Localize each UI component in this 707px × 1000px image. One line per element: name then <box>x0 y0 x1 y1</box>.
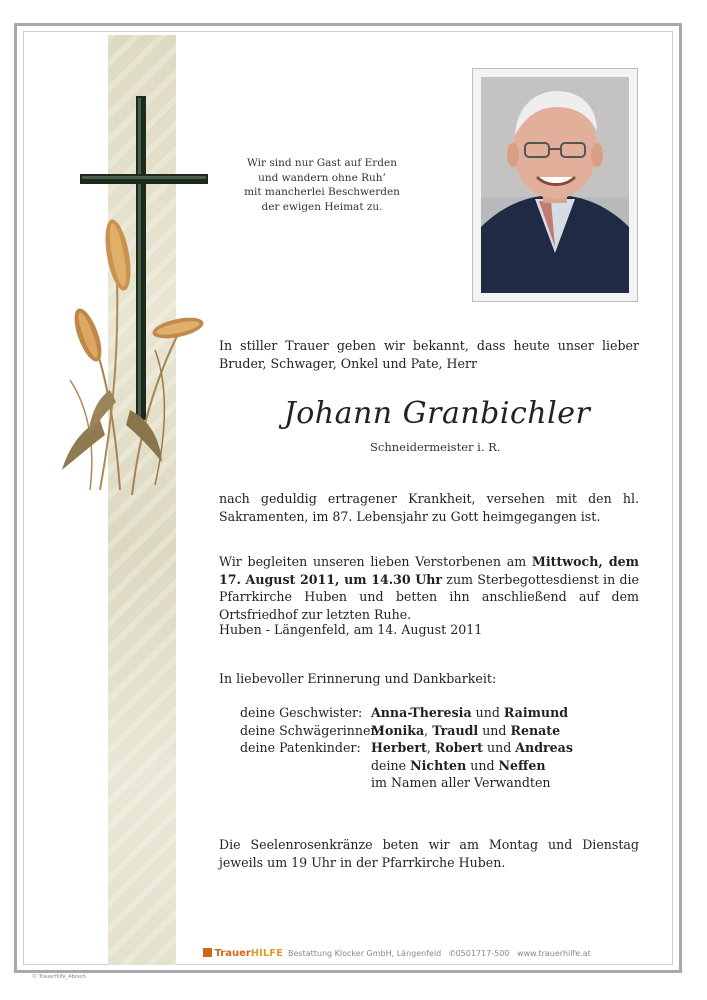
relative-name: Neffen <box>498 757 546 773</box>
relative-name: Robert <box>434 740 483 755</box>
copyright-note: © TrauerHilfe_Abrech <box>32 974 86 980</box>
relative-connector: und <box>478 722 511 738</box>
relative-connector: , <box>424 722 433 738</box>
relative-connector: und <box>471 705 504 720</box>
phone-number: ✆0501717-500 <box>448 949 510 958</box>
relative-connector: deine <box>371 757 411 773</box>
relative-name: Nichten <box>410 757 467 773</box>
relative-name: Raimund <box>503 705 569 720</box>
relative-name: Renate <box>510 722 561 738</box>
logo-text: HILFE <box>250 948 283 959</box>
announcement-intro: In stiller Trauer geben wir bekannt, dass heute unser lieber Bruder, Schwager, Onkel und Pate, Herr <box>219 338 639 371</box>
relative-connector: und <box>482 740 516 755</box>
relatives-label: deine Patenkinder: <box>240 740 361 755</box>
relatives-label: deine Schwägerinnen: <box>240 722 383 738</box>
rosary-text: Die Seelenrosenkränze beten wir am Montag und Dienstag jeweils um 19 Uhr in der Pfarrkirche Huben. <box>219 837 639 870</box>
funeral-text-part: zum Sterbegottesdienst in die Pfarrkirche Huben und betten ihn anschließend auf dem Ortsfriedhof zur letzten Ruhe. <box>219 571 639 622</box>
memory-intro: In liebevoller Erinnerung und Dankbarkeit: <box>219 671 497 686</box>
portrait-photo <box>481 77 629 293</box>
relative-name: Traudl <box>432 722 479 738</box>
funeral-date-time: Mittwoch, dem 17. August 2011, um 14.30 Uhr <box>219 554 639 587</box>
relative-connector: , <box>426 740 435 755</box>
verse-text <box>232 156 412 214</box>
passing-text: nach geduldig ertragener Krankheit, versehen mit den hl. Sakramenten, im 87. Lebensjahr zu Gott heimgegangen ist. <box>219 491 639 524</box>
relative-name: Herbert <box>371 740 427 755</box>
place-date: Huben - Längenfeld, am 14. August 2011 <box>219 622 483 637</box>
relatives-names <box>371 757 546 775</box>
relative-connector: und <box>466 757 499 773</box>
relative-name: Andreas <box>515 740 573 755</box>
relatives-names <box>371 739 573 757</box>
relatives-label: deine Geschwister: <box>240 705 363 720</box>
company-name: Bestattung Klocker GmbH, Längenfeld <box>288 949 442 958</box>
deceased-profession: Schneidermeister i. R. <box>370 440 501 454</box>
verse-line: mit mancherlei Beschwerden <box>244 186 400 198</box>
logo-icon <box>203 948 212 957</box>
funeral-text-part: Wir begleiten unseren lieben Verstorbenen am <box>219 554 532 569</box>
relatives-names <box>371 704 568 722</box>
all-relatives: im Namen aller Verwandten <box>371 775 551 790</box>
verse-line: und wandern ohne Ruh’ <box>258 171 386 184</box>
verse-line: der ewigen Heimat zu. <box>261 200 383 213</box>
deceased-name: Johann Granbichler <box>283 396 591 431</box>
portrait-icon <box>481 77 629 293</box>
verse-line: Wir sind nur Gast auf Erden <box>247 157 397 169</box>
relative-name: Anna-Theresia <box>371 705 472 720</box>
funeral-text <box>219 553 639 623</box>
logo-text: Trauer <box>214 948 251 959</box>
relative-name: Monika <box>371 722 425 738</box>
footer <box>203 948 591 959</box>
website-link[interactable]: www.trauerhilfe.at <box>517 949 591 958</box>
cross-with-wheat-icon <box>60 90 220 510</box>
relatives-names <box>371 722 560 740</box>
